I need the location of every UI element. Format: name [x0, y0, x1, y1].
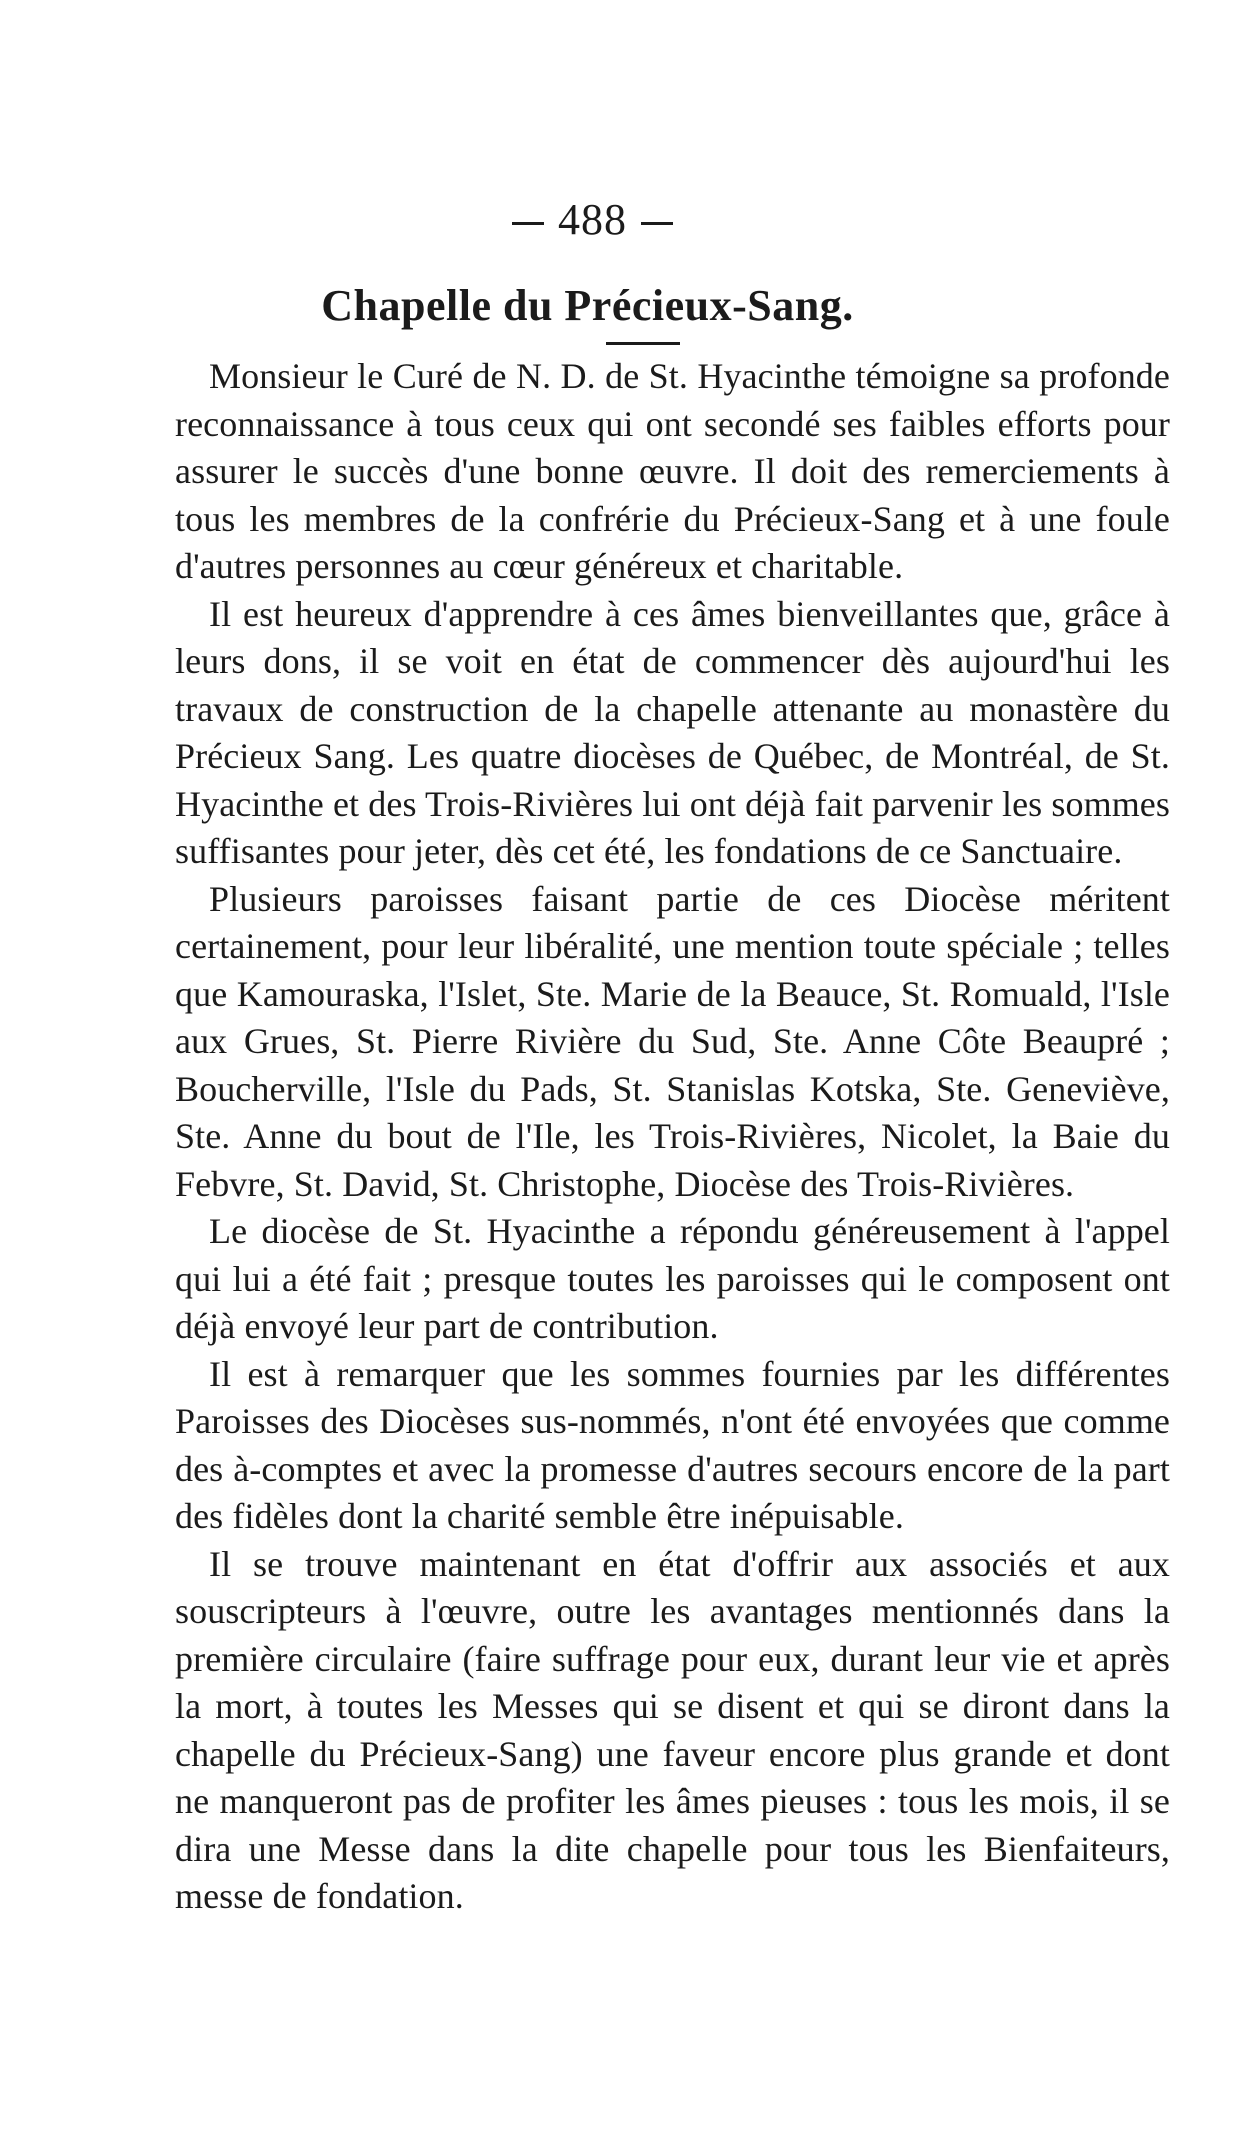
page-number-right-dash: [641, 222, 673, 225]
title-rule: [606, 342, 680, 345]
page-number: 488: [558, 195, 627, 244]
paragraph-3: Plusieurs paroisses faisant partie de ces Diocèse méritent certainement, pour leur libéralité, une mention toute spéciale ; telles que Kamouraska, l'Islet, Ste. Marie de la Beauce, St. Romuald, l'Isle aux Grues, St. Pierre Rivière du Sud, Ste. Anne Côte Beaupré ; Boucherville, l'Isle du Pads, St. Stanislas Kotska, Ste. Geneviève, Ste. Anne du bout de l'Ile, les Trois-Rivières, Nicolet, la Baie du Febvre, St. David, St. Christophe, Diocèse des Trois-Rivières.: [175, 878, 1170, 1204]
document-page: [175, 190, 1170, 1921]
page-number-header: [15, 190, 1170, 250]
paragraph-6: Il se trouve maintenant en état d'offrir aux associés et aux souscripteurs à l'œuvre, outre les avantages mentionnés dans la première circulaire (faire suffrage pour eux, durant leur vie et après la mort, à toutes les Messes qui se disent et qui se diront dans la chapelle du Précieux-Sang) une faveur encore plus grande et dont ne manqueront pas de profiter les âmes pieuses : tous les mois, il se dira une Messe dans la dite chapelle pour tous les Bienfaiteurs, messe de fondation.: [175, 1543, 1170, 1916]
paragraph-5: Il est à remarquer que les sommes fournies par les différentes Paroisses des Diocèses sus-nommés, n'ont été envoyées que comme des à-comptes et avec la promesse d'autres secours encore de la part des fidèles dont la charité semble être inépuisable.: [175, 1353, 1170, 1536]
section-title: Chapelle du Précieux-Sang.: [321, 281, 854, 330]
page-number-left-dash: [512, 222, 544, 225]
paragraph-2: Il est heureux d'apprendre à ces âmes bienveillantes que, grâce à leurs dons, il se voit en état de commencer dès aujourd'hui les travaux de construction de la chapelle attenante au monastère du Précieux Sang. Les quatre diocèses de Québec, de Montréal, de St. Hyacinthe et des Trois-Rivières lui ont déjà fait parvenir les sommes suffisantes pour jeter, dès cet été, les fondations de ce Sanctuaire.: [175, 593, 1170, 871]
paragraph-4: Le diocèse de St. Hyacinthe a répondu généreusement à l'appel qui lui a été fait ; presque toutes les paroisses qui le composent ont déjà envoyé leur part de contribution.: [175, 1211, 1170, 1346]
paragraph-1: Monsieur le Curé de N. D. de St. Hyacinthe témoigne sa profonde reconnaissance à tous ceux qui ont secondé ses faibles efforts pour assurer le succès d'une bonne œuvre. Il doit des remerciements à tous les membres de la confrérie du Précieux-Sang et à une foule d'autres personnes au cœur généreux et charitable.: [175, 356, 1170, 586]
